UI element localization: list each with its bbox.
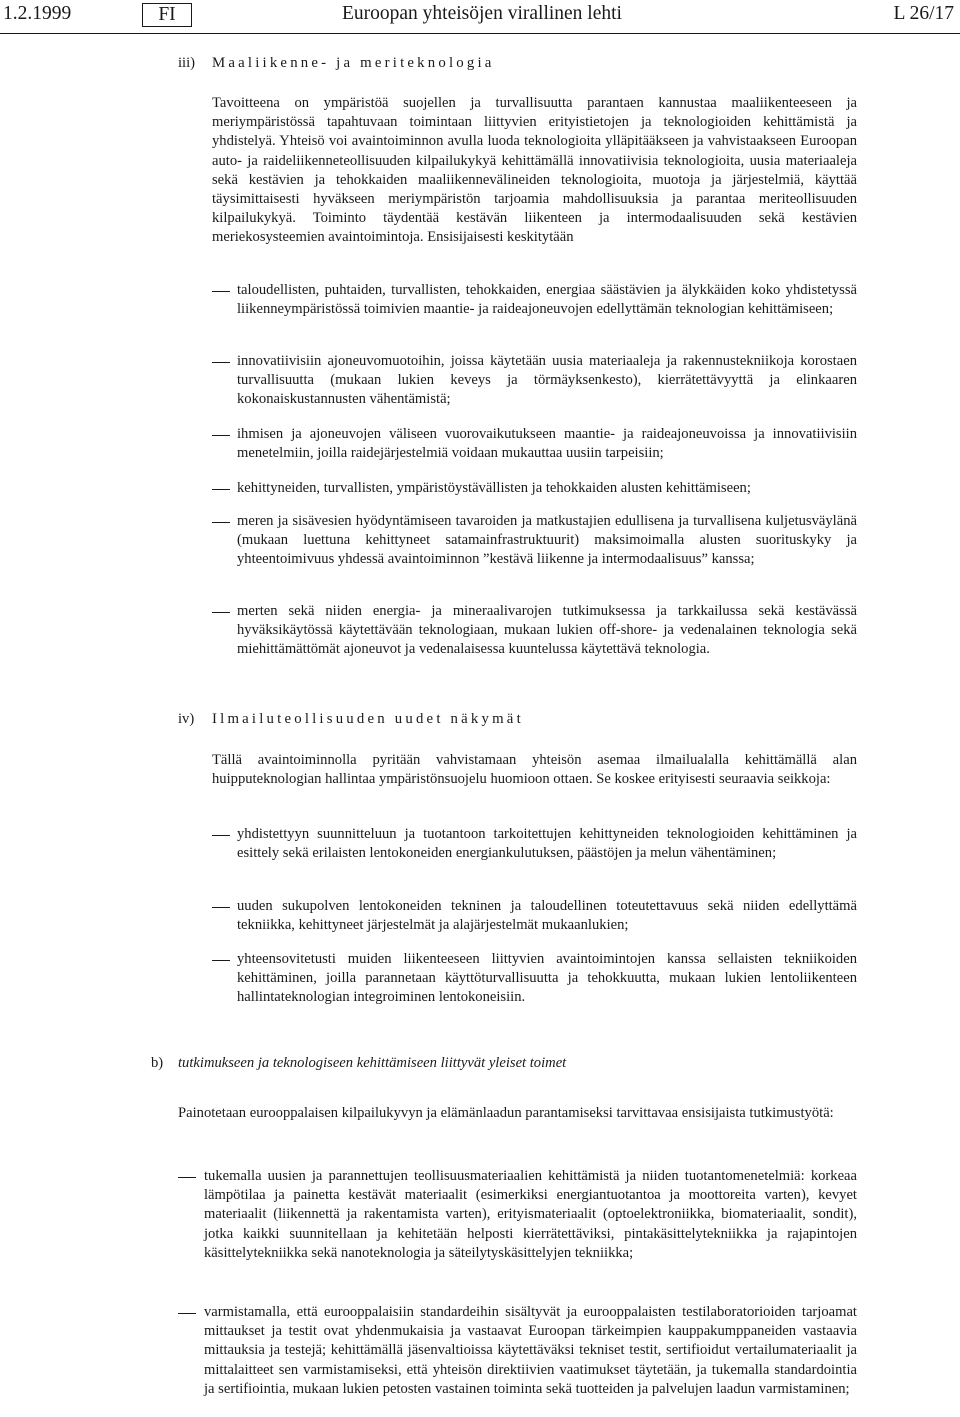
section-iii-title: Maaliikenne- ja meriteknologia [212,55,495,71]
dash-marker [212,291,230,292]
section-iii-intro: Tavoitteena on ympäristöä suojellen ja turvallisuutta parantaen kannustaa maaliikenteeseen ja meriympäristössä tapahtuvaan toimintaan liittyvien erityistietojen ja teknologioiden kehittämistä ja yhdistelyä. Yhteisö voi avaintoiminnon avulla luoda teknologioita ylläpitääkseen ja vahvistaakseen Euroopan auto- ja raideliikenneteollisuuden kilpailukykyä kehittämällä innovatiivisia teknologioita, uusia materiaaleja sekä kestävien ja tehokkaiden maaliikennevälineiden teknologioita, muotoja ja järjestelmiä, käyttää täysimittaisesti hyväkseen meriympäristön tarjoamia mahdollisuuksia ja parantaa meriteollisuuden kilpailukykyä. Toiminto täydentää kestävän liikenteen ja intermodaalisuuden sekä kestävien meriekosysteemien avaintoimintoja. Ensisijaisesti keskitytään [212,95,857,246]
section-b-item: tukemalla uusien ja parannettujen teollisuusmateriaalien kehittämistä ja niiden tuotantomenetelmiä: korkeaa lämpötilaa ja painetta kestävät materiaalit (esimerkiksi energiantuotantoa ja moottoreita varten), kevyet materiaalit (liikennettä ja rakentamista varten), erityismateriaalit (optoelektroniikka, biomateriaalit, sondit), jotka kaikki suunnitellaan ja kehitetään helposti kierrätettäviksi, pintakäsittelytekniikka ja rajapintojen käsittelytekniikka sekä nanoteknologia ja säteilytyskäsittelyjen tekniikka; [204,1168,857,1261]
dash-marker [212,960,230,961]
header-rule [0,33,960,34]
header-page-number: L 26/17 [893,3,954,24]
section-b-item: varmistamalla, että eurooppalaisiin standardeihin sisältyvät ja eurooppalaisten testilaboratorioiden tarjoamat mittaukset ja testit ovat yhdenmukaisia ja vastaavat Euroopan tärkeimpien kauppakumppaneiden vastaavia mittauksia ja testejä; kehittämällä jäsenvaltioissa käytettäväksi tekniset testit, sertifioidut vertailumateriaalit ja mittalaitteet sen varmistamiseksi, että yhteisön direktiivien vaatimukset täytetään, ja tukemalla standardointia ja sertifiointia, mukaan lukien petosten vastainen toiminta sekä tuotteiden ja palvelujen laadun varmistaminen; [204,1304,857,1397]
header-language-box: FI [142,3,192,27]
dash-marker [212,835,230,836]
section-b-intro: Painotetaan eurooppalaisen kilpailukyvyn ja elämänlaadun parantamiseksi tarvittavaa ensisijaista tutkimustyötä: [178,1105,834,1121]
section-iii-number: iii) [178,55,196,71]
section-iii-item: ihmisen ja ajoneuvojen väliseen vuorovaikutukseen maantie- ja raideajoneuvoissa ja innovatiivisiin menetelmiin, joilla raidejärjestelmiä voidaan mukauttaa uusiin tarpeisiin; [237,426,857,462]
dash-marker [212,362,230,363]
dash-marker [212,907,230,908]
section-iii-item: meren ja sisävesien hyödyntämiseen tavaroiden ja matkustajien edullisena ja turvallisena kuljetusväylänä (mukaan luettuna kehittyneet satamainfrastruktuurit) maksimoimalla alusten suorituskyky ja yhteentoimivuus yhdessä avaintoiminnon ”kestävä liikenne ja intermodaalisuus” kanssa; [237,513,857,568]
section-iv-item: yhteensovitetusti muiden liikenteeseen liittyvien avaintoimintojen kanssa sellaisten tekniikoiden kehittäminen, joilla parannetaan käyttöturvallisuutta ja tehokkuutta, mukaan lukien lentoliikenteen hallintateknologian integroiminen lentokoneisiin. [237,951,857,1006]
dash-marker [212,612,230,613]
section-iii-item: merten sekä niiden energia- ja mineraalivarojen tutkimuksessa ja tarkkailussa sekä kestävässä hyväksikäytössä käytettävään teknologiaan, mukaan lukien off-shore- ja vedenalainen teknologia sekä miehittämättömät ajoneuvot ja vedenalaisessa kuuntelussa käytettävä teknologia. [237,603,857,658]
section-iii-item: taloudellisten, puhtaiden, turvallisten, tehokkaiden, energiaa säästävien ja älykkäiden koko yhdistetyssä liikenneympäristössä toimivien maantie- ja raideajoneuvojen edellyttämän teknologian kehittämiseen; [237,282,857,318]
dash-marker [212,489,230,490]
header-date: 1.2.1999 [3,3,72,24]
header-journal-title: Euroopan yhteisöjen virallinen lehti [342,3,622,24]
section-iv-intro: Tällä avaintoiminnolla pyritään vahvistamaan yhteisön asemaa ilmailualalla kehittämällä alan huipputeknologian hallintaa ympäristönsuojelu huomioon ottaen. Se koskee erityisesti seuraavia seikkoja: [212,752,857,788]
dash-marker [178,1177,196,1178]
dash-marker [212,435,230,436]
section-iii-item: kehittyneiden, turvallisten, ympäristöystävällisten ja tehokkaiden alusten kehittämiseen; [237,480,751,496]
dash-marker [212,522,230,523]
section-b-title: tutkimukseen ja teknologiseen kehittämiseen liittyvät yleiset toimet [178,1055,567,1071]
section-iii-item: innovatiivisiin ajoneuvomuotoihin, joissa käytetään uusia materiaaleja ja rakennustekniikoja korostaen turvallisuutta (mukaan lukien keveys ja törmäyksenkesto), kierrätettävyyttä ja elinkaaren kokonaiskustannusten vähentämistä; [237,353,857,408]
section-iv-item: yhdistettyyn suunnitteluun ja tuotantoon tarkoitettujen kehittyneiden teknologioiden kehittäminen ja esittely sekä erilaisten lentokoneiden energiankulutuksen, päästöjen ja melun vähentäminen; [237,826,857,862]
section-iv-item: uuden sukupolven lentokoneiden tekninen ja taloudellinen toteutettavuus sekä niiden edellyttämä tekniikka, kehittyneet järjestelmät ja alajärjestelmät mukaanlukien; [237,898,857,934]
section-iv-number: iv) [178,711,195,727]
section-b-number: b) [151,1055,164,1071]
section-iv-title: Ilmailuteollisuuden uudet näkymät [212,711,524,727]
dash-marker [178,1313,196,1314]
